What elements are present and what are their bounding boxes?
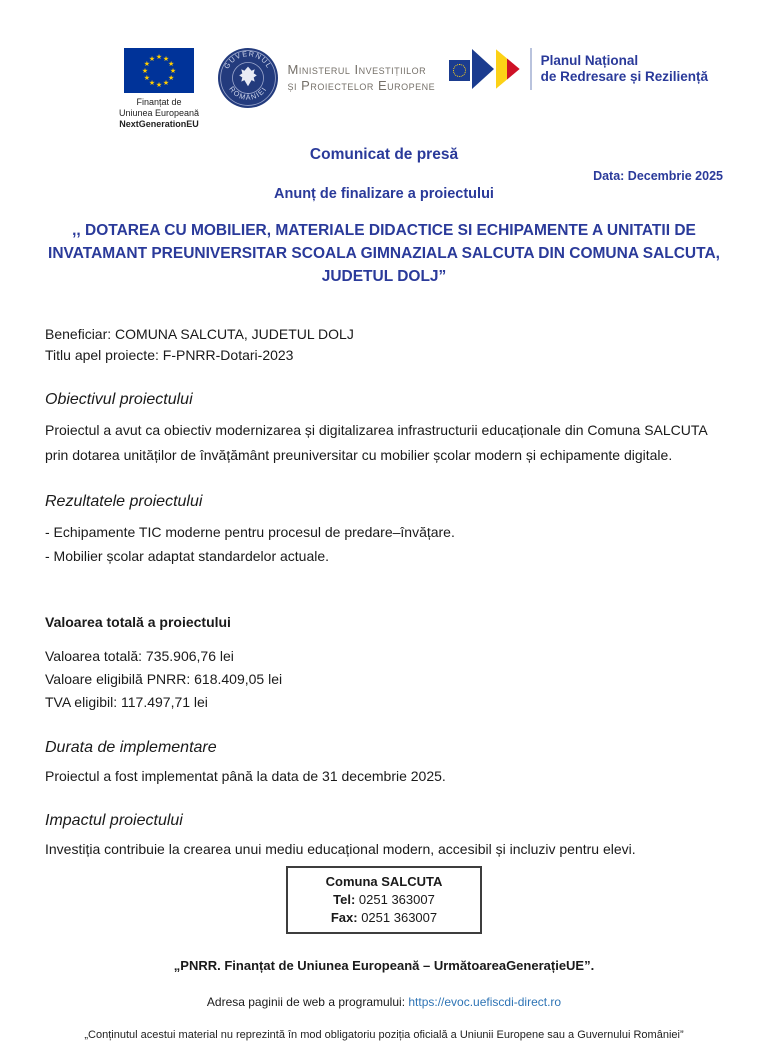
pnrr-eu-stars (453, 64, 466, 77)
footer-web-label: Adresa paginii de web a programului: (206, 995, 409, 1009)
section-heading-duration: Durata de implementare (45, 739, 217, 756)
svg-text:★: ★ (155, 53, 163, 61)
contact-fax-label: Fax: (330, 910, 358, 925)
results-list (45, 520, 723, 568)
ministry-name-line2: și Proiectelor Europene (287, 78, 436, 93)
svg-text:★: ★ (148, 55, 156, 63)
svg-text:★: ★ (162, 79, 170, 87)
result-item: - Echipamente TIC moderne pentru procesul de predare–învățare. (45, 524, 455, 540)
pnrr-title-line1: Planul Național (540, 53, 639, 68)
eu-funding-logo (100, 48, 218, 130)
contact-name: Comuna SALCUTA (325, 874, 443, 889)
objective-paragraph: Proiectul a avut ca obiectiv modernizarea și digitalizarea infrastructurii educaționale din Comuna SALCUTA prin dotarea unităților de învățământ preuniversitar cu mobilier școlar modern și echipamente digitale. (45, 422, 707, 463)
project-title: ,, DOTAREA CU MOBILIER, MATERIALE DIDACTICE SI ECHIPAMENTE A UNITATII DE INVATAMANT PREUNIVERSITAR SCOALA GIMNAZIALA SALCUTA DIN COMUNA SALCUTA, JUDETUL DOLJ” (48, 222, 720, 285)
result-item: - Mobilier școlar adaptat standardelor actuale. (45, 548, 330, 564)
gov-seal-bottom-text: ROMÂNIEI (226, 84, 269, 102)
date-line: Data: Decembrie 2025 (593, 169, 723, 183)
svg-text:★: ★ (169, 67, 177, 75)
value-lines (45, 645, 723, 714)
eu-caption-line3: NextGenerationEU (119, 119, 199, 129)
svg-text:★: ★ (162, 55, 170, 63)
svg-text:★: ★ (141, 67, 149, 75)
value-eligible-line: Valoare eligibilă PNRR: 618.409,05 lei (45, 671, 283, 687)
project-details (45, 324, 723, 366)
contact-tel-value: 0251 363007 (355, 892, 435, 907)
svg-text:★: ★ (167, 60, 175, 68)
pnrr-blue-arrow (472, 49, 494, 89)
contact-box (286, 866, 482, 934)
contact-fax-value: 0251 363007 (357, 910, 438, 925)
announcement-title: Anunț de finalizare a proiectului (274, 186, 494, 202)
contact-tel-line (296, 891, 472, 909)
gov-seal-icon (218, 48, 278, 108)
pnrr-title (541, 53, 708, 85)
svg-text:★: ★ (167, 74, 175, 82)
eu-logo-caption (119, 97, 199, 130)
government-ministry-logo (218, 48, 436, 108)
pnrr-arrows-icon (449, 49, 520, 89)
program-website-link[interactable]: https://evoc.uefiscdi-direct.ro (408, 995, 562, 1009)
call-title-line: Titlu apel proiecte: F-PNRR-Dotari-2023 (45, 347, 294, 363)
svg-text:★: ★ (143, 60, 151, 68)
footer-web-line (45, 995, 723, 1009)
ministry-name-line1: Ministerul Investițiilor (287, 62, 427, 77)
section-heading-impact: Impactul proiectului (45, 812, 183, 829)
pnrr-divider (530, 48, 532, 90)
footer-disclaimer: „Conținutul acestui material nu reprezintă în mod obligatoriu poziția oficială a Uniunii Europene sau a Guvernului României” (84, 1029, 684, 1041)
section-heading-value: Valoarea totală a proiectului (45, 614, 231, 630)
press-release-title: Comunicat de presă (309, 146, 459, 163)
pnrr-title-line2: de Redresare și Reziliență (540, 69, 708, 84)
section-heading-results: Rezultatele proiectului (45, 493, 203, 510)
gov-seal-top-text: GUVERNUL (221, 49, 274, 71)
footer-funding-statement: „PNRR. Finanțat de Uniunea Europeană – UrmătoareaGenerațieUE”. (173, 958, 595, 973)
svg-text:★: ★ (143, 74, 151, 82)
press-release-page (0, 48, 768, 1042)
eu-caption-line2: Uniunea Europeană (118, 108, 200, 118)
header-logos (100, 48, 708, 129)
ministry-name (288, 62, 436, 94)
eu-flag-icon (124, 48, 194, 93)
value-vat-line: TVA eligibil: 117.497,71 lei (45, 694, 208, 710)
contact-tel-label: Tel: (333, 892, 356, 907)
duration-paragraph: Proiectul a fost implementat până la data de 31 decembrie 2025. (45, 768, 446, 784)
value-total-line: Valoarea totală: 735.906,76 lei (45, 648, 234, 664)
svg-text:★: ★ (148, 79, 156, 87)
pnrr-yellow-red-arrow (496, 49, 520, 89)
svg-text:★: ★ (155, 81, 163, 89)
eu-caption-line1: Finanțat de (136, 97, 182, 107)
section-heading-objective: Obiectivul proiectului (45, 391, 193, 408)
pnrr-logo (449, 48, 708, 90)
pnrr-eu-square (449, 60, 470, 81)
impact-paragraph: Investiția contribuie la crearea unui mediu educațional modern, accesibil și incluziv pentru elevi. (45, 841, 636, 857)
contact-fax-line (296, 909, 472, 927)
beneficiary-line: Beneficiar: COMUNA SALCUTA, JUDETUL DOLJ (45, 326, 354, 342)
